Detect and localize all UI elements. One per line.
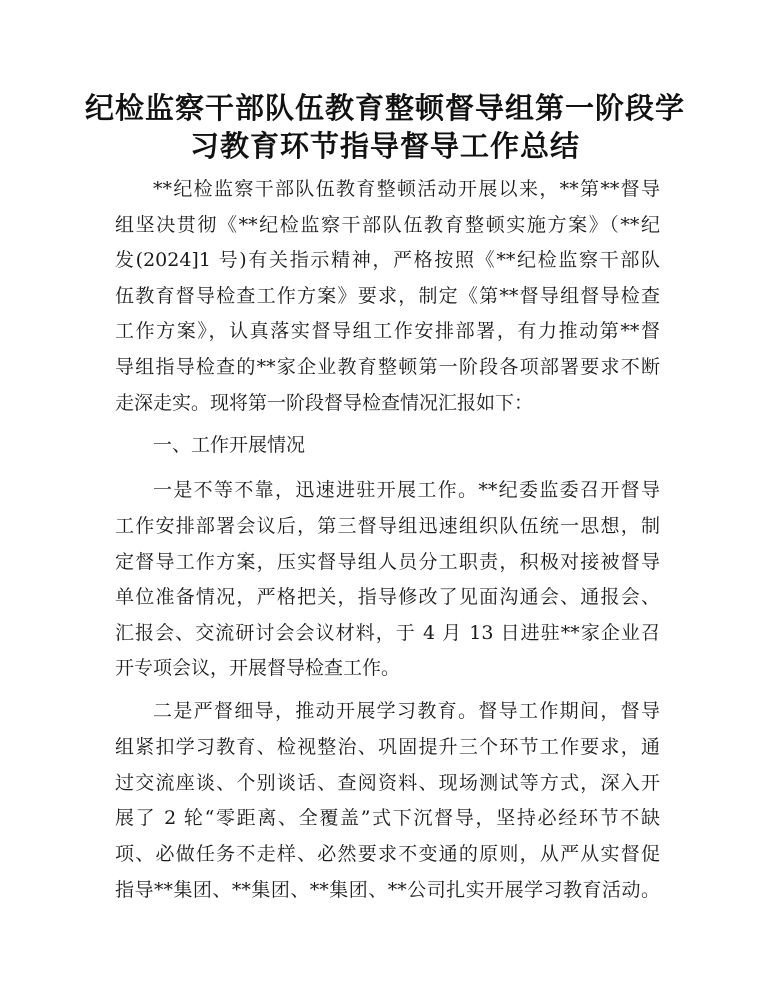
paragraph-3-line-1: 一是不等不靠，迅速进驻开展工作。**纪委监委召开督导 — [153, 479, 660, 501]
paragraph-4-line-6: 指导**集团、**集团、**集团、**公司扎实开展学习教育活动。 — [115, 879, 660, 901]
paragraph-1-line-4: 伍教育督导检查工作方案》要求，制定《第**督导组督导检查 — [115, 285, 660, 307]
paragraph-4-line-4: 展了 2 轮“零距离、全覆盖”式下沉督导，坚持必经环节不缺 — [115, 807, 660, 829]
paragraph-3-line-4: 单位准备情况，严格把关，指导修改了见面沟通会、通报会、 — [115, 586, 660, 608]
paragraph-3-line-5: 汇报会、交流研讨会会议材料，于 4 月 13 日进驻**家企业召 — [115, 622, 660, 644]
paragraph-1-line-1: **纪检监察干部队伍教育整顿活动开展以来，**第**督导 — [153, 178, 660, 200]
paragraph-1-line-6: 导组指导检查的**家企业教育整顿第一阶段各项部署要求不断 — [115, 356, 660, 378]
document-title-line-1: 纪检监察干部队伍教育整顿督导组第一阶段学 — [84, 91, 685, 125]
paragraph-3-line-2: 工作安排部署会议后，第三督导组迅速组织队伍统一思想，制 — [115, 515, 660, 537]
paragraph-4-line-2: 组紧扣学习教育、检视整治、巩固提升三个环节工作要求，通 — [115, 736, 660, 758]
paragraph-4-line-1: 二是严督细导，推动开展学习教育。督导工作期间，督导 — [153, 700, 660, 722]
paragraph-1-line-5: 工作方案》，认真落实督导组工作安排部署，有力推动第**督 — [115, 320, 660, 342]
paragraph-1-line-3: 发(2024]1 号)有关指示精神，严格按照《**纪检监察干部队 — [115, 249, 660, 271]
paragraph-4-line-5: 项、必做任务不走样、必然要求不变通的原则，从严从实督促 — [115, 843, 660, 865]
section-heading: 一、工作开展情况 — [153, 434, 306, 456]
paragraph-1-line-7: 走深走实。现将第一阶段督导检查情况汇报如下： — [115, 392, 534, 414]
paragraph-1-line-2: 组坚决贯彻《**纪检监察干部队伍教育整顿实施方案》（**纪 — [115, 214, 660, 236]
document-title-line-2: 习教育环节指导督导工作总结 — [189, 129, 580, 163]
paragraph-3-line-3: 定督导工作方案，压实督导组人员分工职责，积极对接被督导 — [115, 551, 660, 573]
paragraph-4-line-3: 过交流座谈、个别谈话、查阅资料、现场测试等方式，深入开 — [115, 772, 660, 794]
paragraph-3-line-6: 开专项会议，开展督导检查工作。 — [115, 657, 401, 679]
